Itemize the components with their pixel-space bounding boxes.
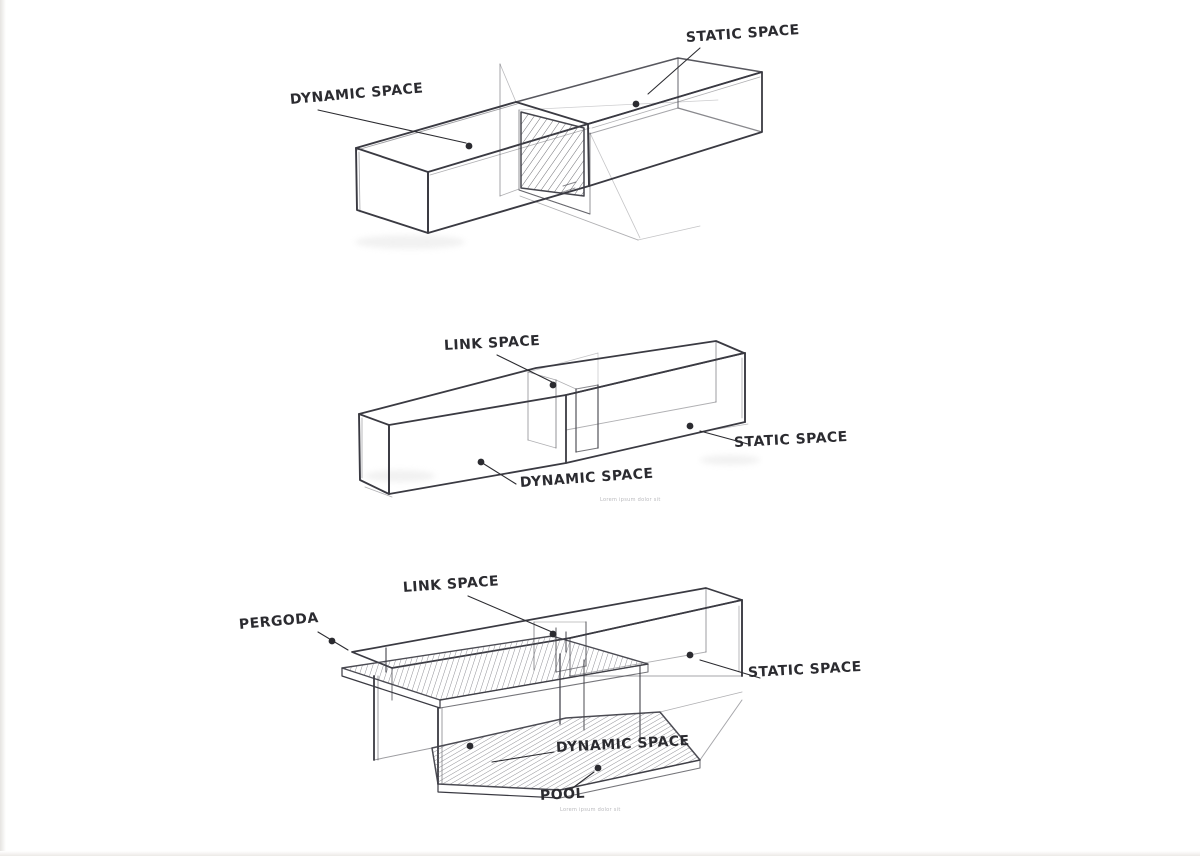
label-dynamic-space-1: DYNAMIC SPACE [289,80,425,108]
sketch-2-dot-markers [478,382,694,466]
sketch-3-geometry [342,588,742,798]
label-dynamic-space-3: DYNAMIC SPACE [555,733,691,756]
label-link-space-3: LINK SPACE [402,573,500,596]
label-link-space-2: LINK SPACE [443,332,541,354]
label-static-space-1: STATIC SPACE [685,22,801,46]
label-static-space-2: STATIC SPACE [733,429,849,451]
faint-mark: Lorem ipsum dolor sit [560,807,621,813]
label-dynamic-space-2: DYNAMIC SPACE [519,465,655,491]
faint-mark: Lorem ipsum dolor sit [600,497,661,503]
label-pool-3: POOL [539,785,586,804]
sketch-2-leader-lines [484,355,748,484]
label-pergoda-3: PERGODA [238,610,320,633]
label-static-space-3: STATIC SPACE [747,659,863,681]
